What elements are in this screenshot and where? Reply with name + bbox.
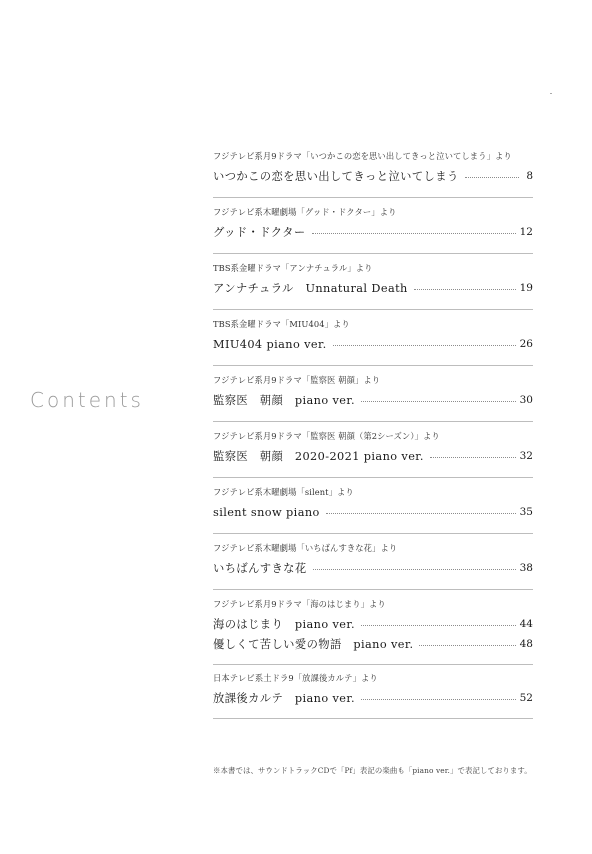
toc-item[interactable] <box>213 504 533 520</box>
dot-leader <box>430 457 516 458</box>
toc-source: 日本テレビ系土ドラ9「放課後カルテ」より <box>213 673 378 683</box>
dot-leader <box>361 699 516 700</box>
dot-leader <box>312 233 516 234</box>
toc-item[interactable] <box>213 636 533 652</box>
toc-item[interactable] <box>213 168 533 184</box>
toc-source: フジテレビ系月9ドラマ「監察医 朝顔（第2シーズン）」より <box>213 431 440 441</box>
toc-item-page: 48 <box>519 638 533 650</box>
toc-source: フジテレビ系木曜劇場「グッド・ドクター」より <box>213 207 397 217</box>
toc-item-page: 12 <box>519 226 533 238</box>
divider <box>213 589 533 590</box>
toc-item-page: 35 <box>519 506 533 518</box>
divider <box>213 197 533 198</box>
toc-item-title: 放課後カルテ piano ver. <box>213 692 355 705</box>
toc-item-title: silent snow piano <box>213 505 320 519</box>
toc-entry <box>213 430 533 464</box>
divider <box>213 365 533 366</box>
contents-heading: Contents <box>30 388 144 412</box>
dot-leader <box>465 177 519 178</box>
toc-item[interactable] <box>213 448 533 464</box>
divider <box>213 477 533 478</box>
toc-entry <box>213 598 533 652</box>
toc-item[interactable] <box>213 616 533 632</box>
divider <box>213 533 533 534</box>
toc-entry <box>213 318 533 352</box>
dot-leader <box>313 569 516 570</box>
toc-item[interactable] <box>213 336 533 352</box>
toc-source: TBS系金曜ドラマ「アンナチュラル」より <box>213 263 373 273</box>
dot-leader <box>361 625 516 626</box>
toc-entry <box>213 150 533 184</box>
corner-mark <box>550 93 552 94</box>
toc-entry <box>213 542 533 576</box>
toc-item[interactable] <box>213 280 533 296</box>
dot-leader <box>419 645 515 646</box>
toc-source: フジテレビ系月9ドラマ「海のはじまり」より <box>213 599 386 609</box>
toc-item-page: 8 <box>526 170 533 182</box>
toc-item-page: 44 <box>519 618 533 630</box>
divider <box>213 664 533 665</box>
toc-entry <box>213 672 533 706</box>
toc-entry <box>213 262 533 296</box>
toc-item-title: 優しくて苦しい愛の物語 piano ver. <box>213 638 414 651</box>
footnote: ※本書では、サウンドトラックCDで「Pf」表記の楽曲も「piano ver.」で表記しております。 <box>213 766 532 775</box>
toc-item-page: 32 <box>519 450 533 462</box>
divider <box>213 309 533 310</box>
dot-leader <box>361 401 516 402</box>
toc-item[interactable] <box>213 392 533 408</box>
toc-item[interactable] <box>213 560 533 576</box>
toc-entry <box>213 374 533 408</box>
toc-item-title: いちばんすきな花 <box>213 562 307 575</box>
toc-item-title: グッド・ドクター <box>213 226 306 239</box>
dot-leader <box>333 345 516 346</box>
toc-item-title: 監察医 朝顔 2020-2021 piano ver. <box>213 450 424 463</box>
toc-source: フジテレビ系月9ドラマ「監察医 朝顔」より <box>213 375 381 385</box>
toc-source: フジテレビ系月9ドラマ「いつかこの恋を思い出してきっと泣いてしまう」より <box>213 151 512 161</box>
toc-entry <box>213 486 533 520</box>
toc-item[interactable] <box>213 690 533 706</box>
toc-item-title: アンナチュラル Unnatural Death <box>213 282 408 295</box>
toc-source: フジテレビ系木曜劇場「silent」より <box>213 487 354 497</box>
toc-item-page: 52 <box>519 692 533 704</box>
toc-item-page: 30 <box>519 394 533 406</box>
toc-source: フジテレビ系木曜劇場「いちばんすきな花」より <box>213 543 398 553</box>
toc-item-title: MIU404 piano ver. <box>213 337 327 351</box>
toc-item-page: 26 <box>519 338 533 350</box>
toc-item-title: 監察医 朝顔 piano ver. <box>213 394 355 407</box>
divider <box>213 253 533 254</box>
toc-source: TBS系金曜ドラマ「MIU404」より <box>213 319 350 329</box>
toc-item-title: 海のはじまり piano ver. <box>213 618 355 631</box>
divider <box>213 421 533 422</box>
divider <box>213 718 533 719</box>
toc-entry <box>213 206 533 240</box>
dot-leader <box>326 513 516 514</box>
toc-item-page: 19 <box>519 282 533 294</box>
dot-leader <box>414 289 516 290</box>
toc-item[interactable] <box>213 224 533 240</box>
toc-item-title: いつかこの恋を思い出してきっと泣いてしまう <box>213 170 459 183</box>
toc-item-page: 38 <box>519 562 533 574</box>
